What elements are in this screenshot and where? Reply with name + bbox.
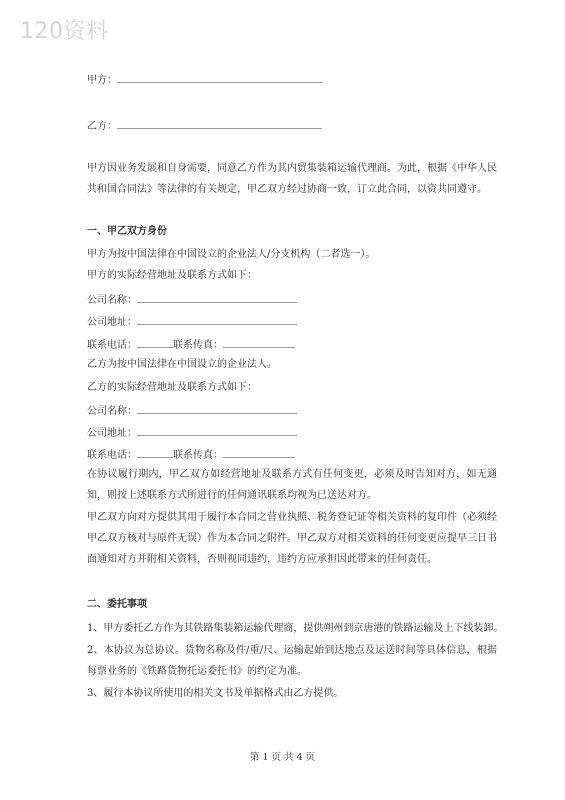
party-b-line [87, 118, 322, 134]
section1-title: 一、甲乙双方身份 [87, 226, 167, 237]
b-company-name-label: 公司名称： [87, 406, 137, 417]
page-footer: 第 1 页 共 4 页 [249, 752, 316, 763]
intro-paragraph: 甲方因业务发展和自身需要，同意乙方作为其内贸集装箱运输代理商。为此，根据《中华人民共和国合同法》等法律的有关规定，甲乙双方经过协商一致，订立此合同，以资共同遵守。 [87, 163, 497, 195]
b-fax-blank [223, 447, 295, 458]
item-3: 3、履行本协议所使用的相关文书及单据格式由乙方提供。 [87, 688, 344, 699]
a-phone-label: 联系电话： [87, 340, 137, 351]
a-phone-fax-line [87, 337, 295, 353]
b-company-address-line [87, 425, 297, 441]
a-company-address-line [87, 314, 297, 330]
b-fax-label: 联系传真： [173, 450, 223, 461]
a-company-address-label: 公司地址： [87, 317, 137, 328]
a-company-address-blank [137, 314, 297, 325]
b-company-name-blank [137, 403, 297, 414]
b-phone-label: 联系电话： [87, 450, 137, 461]
a-company-name-blank [137, 292, 297, 303]
party-a-line [87, 72, 322, 88]
b-company-address-blank [137, 425, 297, 436]
party-b-blank [117, 118, 322, 129]
a-company-name-line [87, 292, 297, 308]
a-identity: 甲方为按中国法律在中国设立的企业法人/分支机构（二者选一）。 [87, 249, 376, 260]
party-a-blank [117, 72, 322, 83]
change-clause: 在协议履行期内，甲乙双方如经营地址及联系方式有任何变更，必须及时告知对方，如无通知，则按上述联系方式所进行的任何通讯联系均视为已送达对方。 [87, 469, 497, 501]
b-company-name-line [87, 403, 297, 419]
item-1: 1、甲方委托乙方作为其铁路集装箱运输代理商，提供朔州到京唐港的铁路运输及上下线装卸。 [87, 623, 504, 634]
b-phone-fax-line [87, 447, 295, 463]
a-contact-intro: 甲方的实际经营地址及联系方式如下： [87, 270, 257, 281]
a-company-name-label: 公司名称： [87, 295, 137, 306]
docs-clause: 甲乙双方向对方提供其用于履行本合同之营业执照、税务登记证等相关资料的复印件（必须经甲乙双方核对与原件无误）作为本合同之附件。甲乙双方对相关资料的任何变更应提早三日书面通知对方并附相关资料，否则视同违约，违约方应承担因此带来的任何责任。 [87, 512, 497, 565]
party-b-label: 乙方： [87, 121, 117, 132]
b-contact-intro: 乙方的实际经营地址及联系方式如下： [87, 382, 257, 393]
b-phone-blank [137, 447, 173, 458]
b-identity: 乙方为按中国法律在中国设立的企业法人。 [87, 359, 277, 370]
b-company-address-label: 公司地址： [87, 428, 137, 439]
watermark-logo: 120资料 [20, 19, 109, 44]
party-a-label: 甲方： [87, 75, 117, 86]
item-2: 2、本协议为总协议。货物名称及件/重/尺、运输起始到达地点及运送时间等具体信息，根据每票业务的《铁路货物托运委托书》的约定为准。 [87, 645, 497, 677]
section2-title: 二、委托事项 [87, 599, 147, 610]
a-phone-blank [137, 337, 173, 348]
a-fax-label: 联系传真： [173, 340, 223, 351]
a-fax-blank [223, 337, 295, 348]
